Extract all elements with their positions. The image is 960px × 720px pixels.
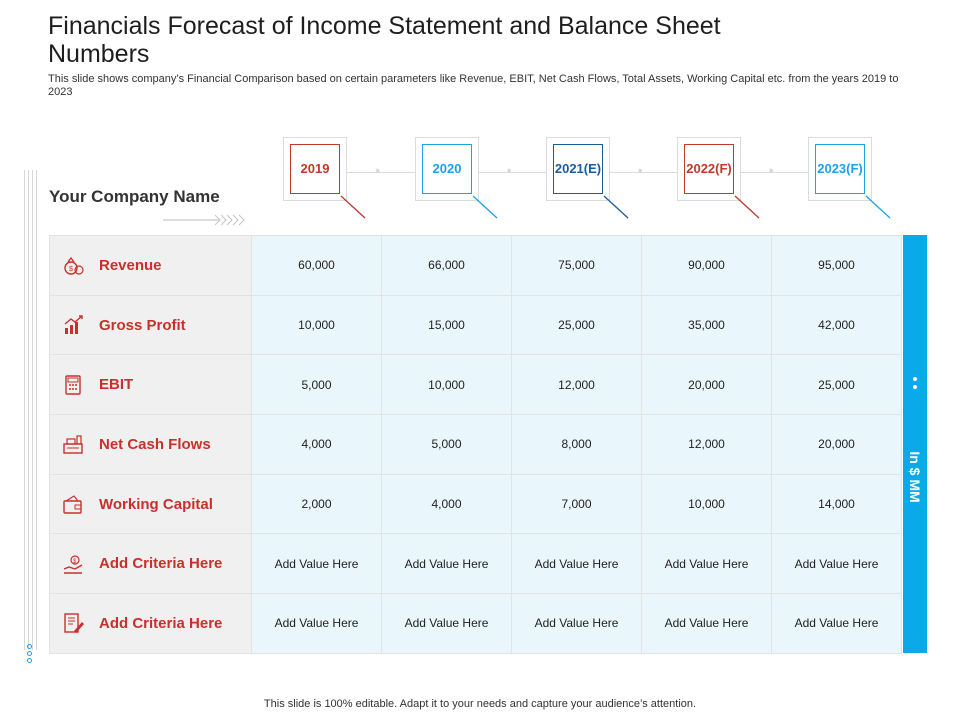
year-label-line2: (F) xyxy=(715,161,732,176)
table-row xyxy=(50,415,902,475)
year-label xyxy=(815,144,865,194)
table-cell: Add Value Here xyxy=(642,594,772,654)
timeline-arrow-icon: ››› xyxy=(637,165,641,175)
table-cell: 25,000 xyxy=(772,355,902,415)
slide-title: Financials Forecast of Income Statement and Balance Sheet Numbers xyxy=(48,12,721,68)
table-cell: 25,000 xyxy=(512,295,642,355)
timeline-connector xyxy=(479,172,546,173)
decorative-lines xyxy=(24,170,38,650)
year-label-line1: 2019 xyxy=(300,161,330,176)
row-label: Add Criteria Here xyxy=(99,614,223,632)
wallet-icon xyxy=(62,493,84,515)
table-cell: 20,000 xyxy=(642,355,772,415)
year-box xyxy=(283,137,347,201)
table-cell: 5,000 xyxy=(382,415,512,475)
table-row xyxy=(50,534,902,594)
table-row xyxy=(50,474,902,534)
table-cell: 4,000 xyxy=(252,415,382,475)
table-cell: Add Value Here xyxy=(252,534,382,594)
table-cell: 95,000 xyxy=(772,236,902,296)
slide-subtitle: This slide shows company’s Financial Comparison based on certain parameters like Revenue, EBIT, Net Cash Flows, Total Assets, Working Capital etc. from the years 2019 to 2023 xyxy=(48,73,899,98)
company-arrow-icon xyxy=(163,212,248,228)
document-edit-icon xyxy=(62,612,84,634)
row-label-cell xyxy=(50,236,252,296)
row-label-cell xyxy=(50,474,252,534)
year-box xyxy=(546,137,610,201)
table-row xyxy=(50,355,902,415)
row-label: Gross Profit xyxy=(99,316,186,334)
unit-label: In $ MM xyxy=(907,451,923,503)
svg-text:$: $ xyxy=(69,266,73,274)
year-pointer-icon xyxy=(864,194,892,220)
table-cell: 12,000 xyxy=(642,415,772,475)
table-cell: 75,000 xyxy=(512,236,642,296)
year-box xyxy=(677,137,741,201)
table-cell: 20,000 xyxy=(772,415,902,475)
table-cell: 12,000 xyxy=(512,355,642,415)
growth-chart-icon xyxy=(62,314,84,336)
table-cell: Add Value Here xyxy=(252,594,382,654)
table-cell: 5,000 xyxy=(252,355,382,415)
financials-table xyxy=(49,235,902,653)
table-row xyxy=(50,236,902,296)
table-cell: Add Value Here xyxy=(512,534,642,594)
row-label: Working Capital xyxy=(99,495,213,513)
footer-note: This slide is 100% editable. Adapt it to your needs and capture your audience’s attention. xyxy=(263,698,697,710)
row-label: EBIT xyxy=(99,376,134,394)
year-pointer-icon xyxy=(339,194,367,220)
table-cell: 8,000 xyxy=(512,415,642,475)
timeline-connector xyxy=(347,172,415,173)
row-label: Revenue xyxy=(99,256,162,274)
row-label-cell xyxy=(50,415,252,475)
year-label xyxy=(422,144,472,194)
table-cell: Add Value Here xyxy=(642,534,772,594)
company-name: Your Company Name xyxy=(49,187,220,206)
table-cell: Add Value Here xyxy=(772,534,902,594)
cash-register-icon xyxy=(62,433,84,455)
timeline-arrow-icon: ››› xyxy=(506,165,510,175)
unit-dots xyxy=(913,377,917,393)
table-cell: 7,000 xyxy=(512,474,642,534)
row-label-cell xyxy=(50,355,252,415)
hand-money-icon xyxy=(62,553,84,575)
row-label: Net Cash Flows xyxy=(99,435,211,453)
year-label-line2: (E) xyxy=(583,161,602,176)
year-box xyxy=(415,137,479,201)
table-cell: 4,000 xyxy=(382,474,512,534)
year-label-line1: 2023 xyxy=(817,161,847,176)
timeline-arrow-icon: ››› xyxy=(375,165,378,175)
year-label-line1: 2022 xyxy=(686,161,716,176)
table-cell: 35,000 xyxy=(642,295,772,355)
table-cell: Add Value Here xyxy=(772,594,902,654)
year-label xyxy=(684,144,734,194)
table-cell: 10,000 xyxy=(642,474,772,534)
timeline-connector xyxy=(741,172,808,173)
year-box xyxy=(808,137,872,201)
row-label-cell xyxy=(50,594,252,654)
year-pointer-icon xyxy=(733,194,761,220)
table-cell: 15,000 xyxy=(382,295,512,355)
table-cell: Add Value Here xyxy=(382,534,512,594)
calculator-icon xyxy=(62,374,84,396)
timeline-arrow-icon: ››› xyxy=(768,165,772,175)
table-cell: Add Value Here xyxy=(512,594,642,654)
year-label-line2: (F) xyxy=(846,161,863,176)
money-bag-icon xyxy=(62,254,84,276)
table-cell: 90,000 xyxy=(642,236,772,296)
year-label xyxy=(553,144,603,194)
table-cell: Add Value Here xyxy=(382,594,512,654)
timeline-connector xyxy=(610,172,677,173)
svg-text:$: $ xyxy=(73,558,77,565)
table-cell: 10,000 xyxy=(382,355,512,415)
row-label-cell xyxy=(50,295,252,355)
table-cell: 42,000 xyxy=(772,295,902,355)
year-label-line1: 2021 xyxy=(554,161,584,176)
year-pointer-icon xyxy=(602,194,630,220)
unit-bar xyxy=(903,235,927,653)
table-cell: 14,000 xyxy=(772,474,902,534)
year-pointer-icon xyxy=(471,194,499,220)
row-label: Add Criteria Here xyxy=(99,555,223,573)
table-cell: 60,000 xyxy=(252,236,382,296)
table-cell: 2,000 xyxy=(252,474,382,534)
table-cell: 66,000 xyxy=(382,236,512,296)
table-row xyxy=(50,594,902,654)
year-label xyxy=(290,144,340,194)
table-cell: 10,000 xyxy=(252,295,382,355)
table-row xyxy=(50,295,902,355)
decorative-dots xyxy=(27,644,35,665)
year-label-line1: 2020 xyxy=(432,161,462,176)
row-label-cell xyxy=(50,534,252,594)
